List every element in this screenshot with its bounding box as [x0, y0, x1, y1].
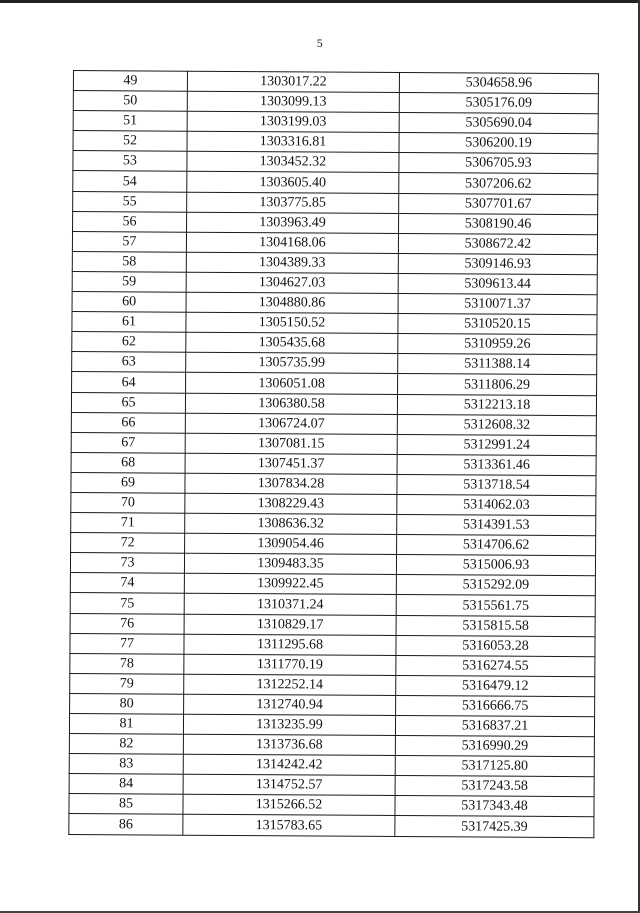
point-number-cell: 85: [69, 794, 183, 815]
point-number-cell: 74: [70, 573, 184, 594]
point-number-cell: 58: [72, 251, 186, 272]
y-coordinate-cell: 5306705.93: [399, 153, 598, 174]
x-coordinate-cell: 1307834.28: [185, 473, 397, 494]
x-coordinate-cell: 1315783.65: [183, 815, 395, 836]
point-number-cell: 49: [73, 71, 187, 92]
x-coordinate-cell: 1312252.14: [184, 674, 396, 695]
y-coordinate-cell: 5316053.28: [396, 635, 595, 656]
point-number-cell: 67: [71, 432, 185, 453]
y-coordinate-cell: 5309613.44: [398, 273, 597, 294]
point-number-cell: 56: [73, 211, 187, 232]
point-number-cell: 60: [72, 292, 186, 313]
x-coordinate-cell: 1304168.06: [186, 232, 398, 253]
y-coordinate-cell: 5315561.75: [396, 595, 595, 616]
point-number-cell: 77: [70, 633, 184, 654]
x-coordinate-cell: 1303963.49: [187, 212, 399, 233]
point-number-cell: 54: [73, 171, 187, 192]
point-number-cell: 72: [71, 533, 185, 554]
point-number-cell: 75: [70, 593, 184, 614]
y-coordinate-cell: 5315006.93: [396, 555, 595, 576]
y-coordinate-cell: 5310959.26: [398, 334, 597, 355]
x-coordinate-cell: 1304389.33: [186, 252, 398, 273]
y-coordinate-cell: 5317125.80: [395, 756, 594, 777]
x-coordinate-cell: 1306380.58: [185, 393, 397, 414]
point-number-cell: 51: [73, 111, 187, 132]
x-coordinate-cell: 1309483.35: [184, 553, 396, 574]
scan-edge-top: [0, 0, 640, 3]
x-coordinate-cell: 1315266.52: [183, 795, 395, 816]
y-coordinate-cell: 5311388.14: [398, 354, 597, 375]
x-coordinate-cell: 1303199.03: [187, 111, 399, 132]
x-coordinate-cell: 1306051.08: [186, 373, 398, 394]
x-coordinate-cell: 1305150.52: [186, 312, 398, 333]
coordinates-table-body: [69, 71, 599, 838]
x-coordinate-cell: 1305735.99: [186, 353, 398, 374]
coordinates-table: [68, 70, 599, 838]
y-coordinate-cell: 5312608.32: [397, 414, 596, 435]
x-coordinate-cell: 1313736.68: [183, 734, 395, 755]
y-coordinate-cell: 5314391.53: [397, 515, 596, 536]
y-coordinate-cell: 5307701.67: [399, 193, 598, 214]
x-coordinate-cell: 1303316.81: [187, 131, 399, 152]
x-coordinate-cell: 1313235.99: [183, 714, 395, 735]
point-number-cell: 64: [72, 372, 186, 393]
x-coordinate-cell: 1303017.22: [187, 71, 399, 92]
x-coordinate-cell: 1311770.19: [184, 654, 396, 675]
y-coordinate-cell: 5314062.03: [397, 494, 596, 515]
point-number-cell: 61: [72, 312, 186, 333]
y-coordinate-cell: 5317425.39: [395, 816, 594, 837]
y-coordinate-cell: 5315815.58: [396, 615, 595, 636]
y-coordinate-cell: 5314706.62: [397, 535, 596, 556]
point-number-cell: 55: [73, 191, 187, 212]
y-coordinate-cell: 5308672.42: [398, 233, 597, 254]
x-coordinate-cell: 1312740.94: [184, 694, 396, 715]
y-coordinate-cell: 5310520.15: [398, 314, 597, 335]
y-coordinate-cell: 5315292.09: [396, 575, 595, 596]
point-number-cell: 70: [71, 492, 185, 513]
x-coordinate-cell: 1307081.15: [185, 433, 397, 454]
x-coordinate-cell: 1303775.85: [187, 192, 399, 213]
x-coordinate-cell: 1303099.13: [187, 91, 399, 112]
y-coordinate-cell: 5309146.93: [398, 253, 597, 274]
point-number-cell: 63: [72, 352, 186, 373]
point-number-cell: 80: [70, 693, 184, 714]
point-number-cell: 57: [72, 231, 186, 252]
x-coordinate-cell: 1306724.07: [185, 413, 397, 434]
point-number-cell: 69: [71, 472, 185, 493]
page-number: 5: [316, 36, 324, 50]
point-number-cell: 53: [73, 151, 187, 172]
point-number-cell: 79: [70, 673, 184, 694]
point-number-cell: 86: [69, 814, 183, 835]
x-coordinate-cell: 1308229.43: [185, 493, 397, 514]
x-coordinate-cell: 1304880.86: [186, 292, 398, 313]
y-coordinate-cell: 5308190.46: [399, 213, 598, 234]
point-number-cell: 71: [71, 513, 185, 534]
y-coordinate-cell: 5316990.29: [395, 736, 594, 757]
x-coordinate-cell: 1310829.17: [184, 614, 396, 635]
x-coordinate-cell: 1305435.68: [186, 332, 398, 353]
point-number-cell: 62: [72, 332, 186, 353]
y-coordinate-cell: 5316666.75: [396, 695, 595, 716]
point-number-cell: 84: [69, 774, 183, 795]
x-coordinate-cell: 1310371.24: [184, 594, 396, 615]
point-number-cell: 78: [70, 653, 184, 674]
y-coordinate-cell: 5305690.04: [399, 113, 598, 134]
point-number-cell: 66: [71, 412, 185, 433]
y-coordinate-cell: 5312213.18: [397, 394, 596, 415]
point-number-cell: 73: [70, 553, 184, 574]
y-coordinate-cell: 5316479.12: [396, 675, 595, 696]
x-coordinate-cell: 1303452.32: [187, 152, 399, 173]
x-coordinate-cell: 1309054.46: [185, 533, 397, 554]
x-coordinate-cell: 1303605.40: [187, 172, 399, 193]
x-coordinate-cell: 1311295.68: [184, 634, 396, 655]
y-coordinate-cell: 5316274.55: [396, 655, 595, 676]
point-number-cell: 59: [72, 271, 186, 292]
y-coordinate-cell: 5316837.21: [395, 715, 594, 736]
x-coordinate-cell: 1314242.42: [183, 754, 395, 775]
y-coordinate-cell: 5307206.62: [399, 173, 598, 194]
y-coordinate-cell: 5311806.29: [398, 374, 597, 395]
point-number-cell: 50: [73, 91, 187, 112]
point-number-cell: 68: [71, 452, 185, 473]
y-coordinate-cell: 5312991.24: [397, 434, 596, 455]
y-coordinate-cell: 5304658.96: [399, 72, 598, 93]
x-coordinate-cell: 1309922.45: [184, 574, 396, 595]
x-coordinate-cell: 1307451.37: [185, 453, 397, 474]
point-number-cell: 82: [69, 734, 183, 755]
y-coordinate-cell: 5305176.09: [399, 93, 598, 114]
table-row: [69, 814, 594, 837]
x-coordinate-cell: 1304627.03: [186, 272, 398, 293]
point-number-cell: 81: [69, 713, 183, 734]
point-number-cell: 83: [69, 754, 183, 775]
x-coordinate-cell: 1314752.57: [183, 774, 395, 795]
point-number-cell: 65: [71, 392, 185, 413]
y-coordinate-cell: 5313718.54: [397, 474, 596, 495]
y-coordinate-cell: 5313361.46: [397, 454, 596, 475]
point-number-cell: 52: [73, 131, 187, 152]
y-coordinate-cell: 5306200.19: [399, 133, 598, 154]
y-coordinate-cell: 5317343.48: [395, 796, 594, 817]
point-number-cell: 76: [70, 613, 184, 634]
y-coordinate-cell: 5310071.37: [398, 294, 597, 315]
y-coordinate-cell: 5317243.58: [395, 776, 594, 797]
x-coordinate-cell: 1308636.32: [185, 513, 397, 534]
